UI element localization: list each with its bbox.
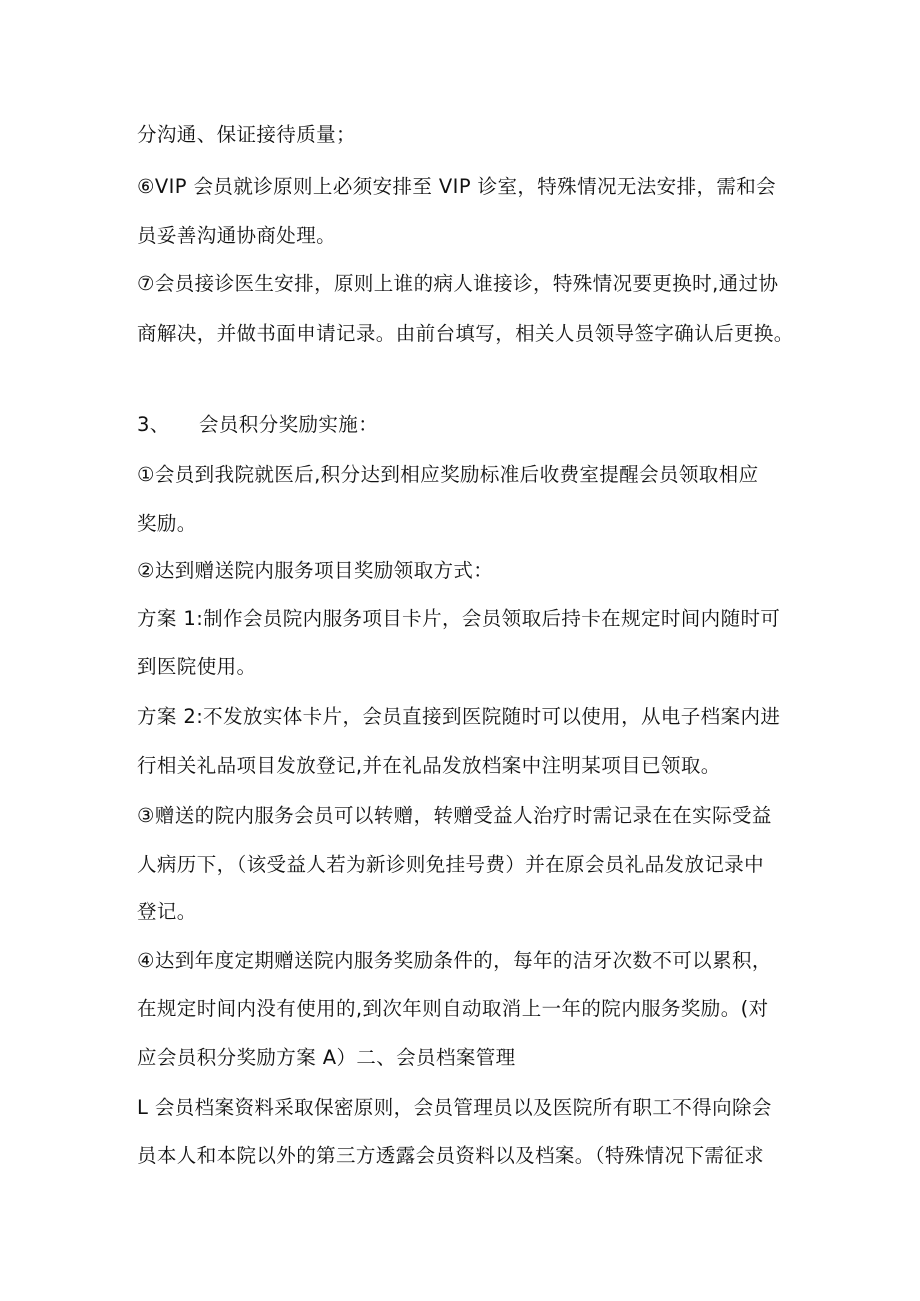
text-line-8: 奖励。	[137, 512, 197, 535]
text-line-21: 员本人和本院以外的第三方透露会员资料以及档案。（特殊情况下需征求	[137, 1144, 765, 1167]
text-line-11: 到医院使用。	[137, 655, 257, 678]
text-line-10: 方案 1:制作会员院内服务项目卡片，会员领取后持卡在规定时间内随时可	[137, 607, 781, 630]
text-line-19: 应会员积分奖励方案 A）二、会员档案管理	[137, 1046, 516, 1069]
text-line-18: 在规定时间内没有使用的,到次年则自动取消上一年的院内服务奖励。(对	[137, 997, 769, 1020]
text-line-16: 登记。	[137, 900, 197, 923]
section-number: 3、	[137, 413, 170, 436]
text-line-13: 行相关礼品项目发放登记,并在礼品发放档案中注明某项目已领取。	[137, 754, 721, 777]
section-3-heading	[137, 412, 378, 438]
text-line-9: ②达到赠送院内服务项目奖励领取方式：	[137, 559, 494, 582]
text-line-4: ⑦会员接诊医生安排，原则上谁的病人谁接诊，特殊情况要更换时,通过协	[137, 272, 779, 295]
text-line-2: ⑥VIP 会员就诊原则上必须安排至 VIP 诊室，特殊情况无法安排，需和会	[137, 175, 777, 198]
text-line-15: 人病历下，（该受益人若为新诊则免挂号费）并在原会员礼品发放记录中	[137, 853, 765, 876]
text-line-20: L 会员档案资料采取保密原则，会员管理员以及医院所有职工不得向除会	[137, 1096, 772, 1119]
section-title: 会员积分奖励实施：	[199, 413, 379, 436]
text-line-7: ①会员到我院就医后,积分达到相应奖励标准后收费室提醒会员领取相应	[137, 463, 759, 486]
text-line-3: 员妥善沟通协商处理。	[137, 224, 337, 247]
text-line-14: ③赠送的院内服务会员可以转赠，转赠受益人治疗时需记录在在实际受益	[137, 804, 772, 827]
text-line-17: ④达到年度定期赠送院内服务奖励条件的，每年的洁牙次数不可以累积，	[137, 949, 772, 972]
text-line-12: 方案 2:不发放实体卡片，会员直接到医院随时可以使用，从电子档案内进	[137, 705, 781, 728]
text-line-5: 商解决，并做书面申请记录。由前台填写，相关人员领导签字确认后更换。	[137, 322, 794, 345]
text-line-1: 分沟通、保证接待质量；	[137, 123, 356, 146]
